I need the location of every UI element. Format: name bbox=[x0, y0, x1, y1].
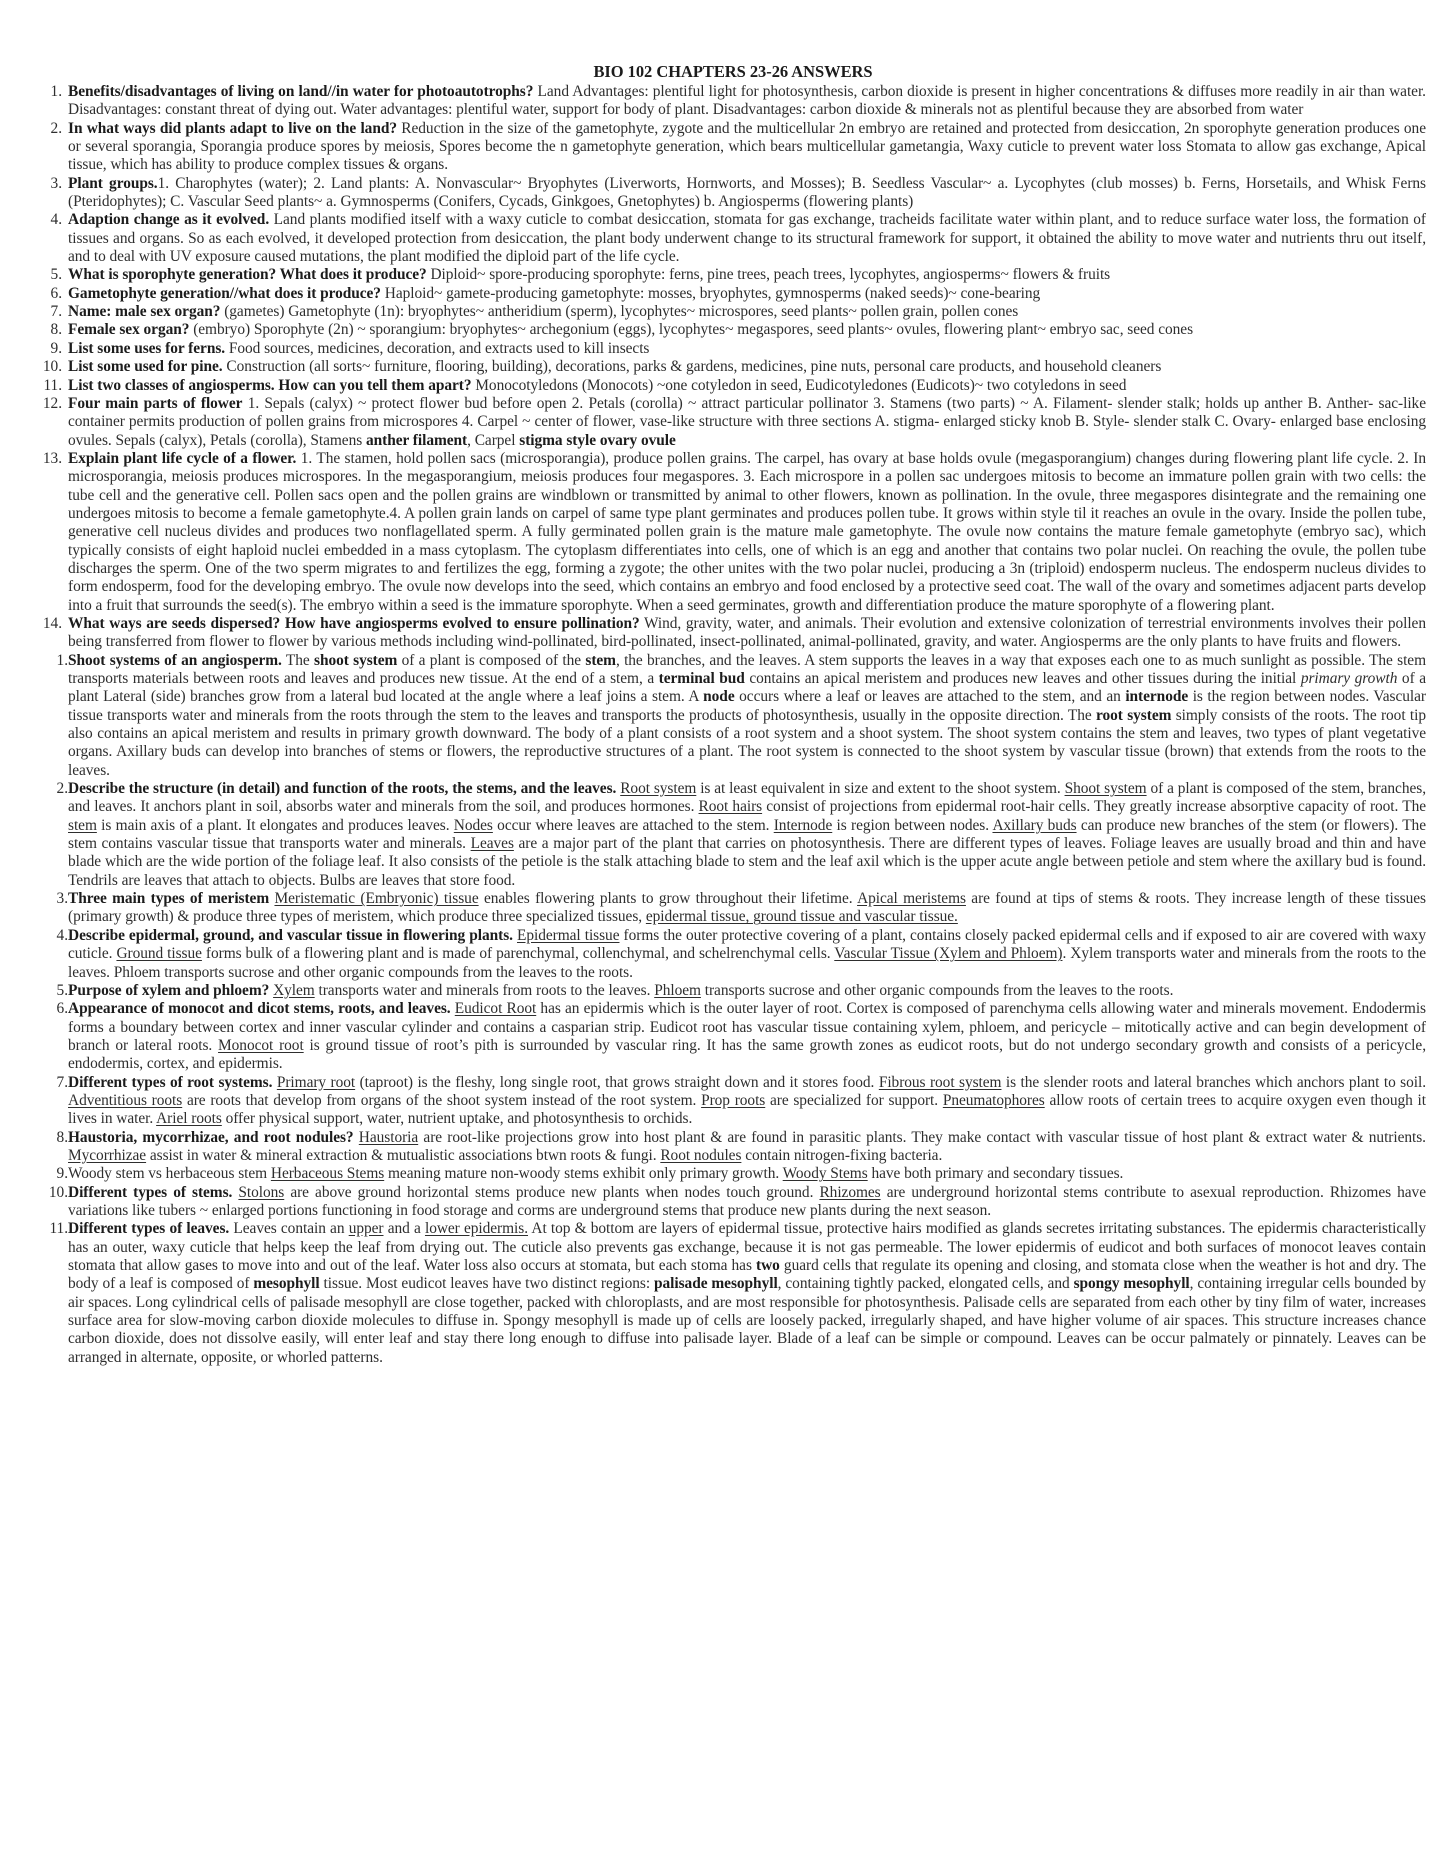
list-item: 11. Different types of leaves. Leaves contain an upper and a lower epidermis. At top & bottom are layers of epidermal tissue, protective hairs modified as glands secretes irritating substances. The epidermis characteristically has an outer, waxy cuticle that helps keep the leaf from drying out. The cuticle also prevents gas exchange, because it is not gas permeable. The lower epidermis of eudicot and both surfaces of monocot leaves contain stomata that allow gases to move into and out of the leaf. Water loss also occurs at stomata, but each stoma has two guard cells that regulate its opening and closing, and stomata close when the weather is hot and dry. The body of a leaf is composed of mesophyll tissue. Most eudicot leaves have two distinct regions: palisade mesophyll, containing tightly packed, elongated cells, and spongy mesophyll, containing irregular cells bounded by air spaces. Long cylindrical cells of palisade mesophyll are close together, packed with chloroplasts, and are most responsible for photosynthesis. Palisade cells are separated from each other by tiny film of water, increases surface area for slow-moving carbon dioxide molecules to diffuse in. Spongy mesophyll is made up of cells are loosely packed, irregularly shaped, and have higher volume of air spaces. This structure increases chance carbon dioxide, does not dissolve easily, will enter leaf and stay there long enough to diffuse into palisade layer. Blade of a leaf can be simple or compound. Leaves can be occur palmately or pinnately. Leaves can be arranged in alternate, opposite, or whorled patterns. bbox=[49, 1220, 1426, 1366]
list-item: 3. Three main types of meristem Meristematic (Embryonic) tissue enables flowering plants to grow throughout their lifetime. Apical meristems are found at tips of stems & roots. They increase length of these tissues (primary growth) & produce three types of meristem, which produce three specialized tissues, epidermal tissue, ground tissue and vascular tissue. bbox=[56, 890, 1426, 926]
list-item: 7. Name: male sex organ? (gametes) Gametophyte (1n): bryophytes~ antheridium (sperm), lycophytes~ microspores, seed plants~ pollen grain, pollen cones bbox=[50, 303, 1019, 321]
answer-list-part1 bbox=[42, 83, 1426, 652]
list-item: 4. Adaption change as it evolved. Land plants modified itself with a waxy cuticle to combat desiccation, stomata for gas exchange, tracheids facilitate water within plant, and to reduce surface water loss, the formation of tissues and organs. So as each evolved, it developed protection from desiccation, the plant body underwent change to its structural framework for support, it obtained the ability to move water and nutrients thru out itself, and to deal with UV exposure caused mutations, the plant modified the diploid part of the life cycle. bbox=[50, 211, 1426, 266]
list-item: 5. Purpose of xylem and phloem? Xylem transports water and minerals from roots to the leaves. Phloem transports sucrose and other organic compounds from the leaves to the roots. bbox=[56, 981, 1174, 999]
list-item: 8. Female sex organ? (embryo) Sporophyte (2n) ~ sporangium: bryophytes~ archegonium (eggs), lycophytes~ megaspores, seed plants~ ovules, flowering plant~ embryo sac, seed cones bbox=[50, 321, 1194, 339]
list-item: 6. Gametophyte generation//what does it produce? Haploid~ gamete-producing gametophyte: mosses, bryophytes, gymnosperms (naked seeds)~ cone-bearing bbox=[50, 284, 1041, 302]
list-item: 2. Describe the structure (in detail) and function of the roots, the stems, and the leaves. Root system is at least equivalent in size and extent to the shoot system. Shoot system of a plant is composed of the stem, branches, and leaves. It anchors plant in soil, absorbs water and minerals from the soil, and produces hormones. Root hairs consist of projections from epidermal root-hair cells. They greatly increase absorptive capacity of root. The stem is main axis of a plant. It elongates and produces leaves. Nodes occur where leaves are attached to the stem. Internode is region between nodes. Axillary buds can produce new branches of the stem (or flowers). The stem contains vascular tissue that transports water and minerals. Leaves are a major part of the plant that carries on photosynthesis. There are different types of leaves. Foliage leaves are usually broad and thin and have blade which are the wide portion of the foliage leaf. It also consists of the petiole is the stalk attaching blade to stem and the leaf axil which is the upper acute angle between petiole and stem where the axillary bud is found. Tendrils are leaves that attach to objects. Bulbs are leaves that store food. bbox=[56, 780, 1426, 889]
list-item: 14. What ways are seeds dispersed? How have angiosperms evolved to ensure pollination? Wind, gravity, water, and animals. Their evolution and extensive colonization of terrestrial environments involves their pollen being transferred from flower to flower by various methods including wind-pollinated, bird-pollinated, insect-pollinated, animal-pollinated, gravity, and water. Angiosperms are the only plants to have fruits and flowers. bbox=[42, 614, 1426, 651]
list-item: 10. List some used for pine. Construction (all sorts~ furniture, flooring, building), decorations, parks & gardens, medicines, pine nuts, personal care products, and household cleaners bbox=[42, 358, 1162, 376]
list-item: 3. Plant groups.1. Charophytes (water); 2. Land plants: A. Nonvascular~ Bryophytes (Liverworts, Hornworts, and Mosses); B. Seedless Vascular~ a. Lycophytes (club mosses) b. Ferns, Horsetails, and Whisk Ferns (Pteridophytes); C. Vascular Seed plants~ a. Gymnosperms (Conifers, Cycads, Ginkgoes, Gnetophytes) b. Angiosperms (flowering plants) bbox=[50, 174, 1426, 211]
list-item: 6. Appearance of monocot and dicot stems, roots, and leaves. Eudicot Root has an epidermis which is the outer layer of root. Cortex is composed of parenchyma cells allowing water and minerals movement. Endodermis forms a boundary between cortex and inner vascular cylinder and contains a casparian strip. Eudicot root has vascular tissue containing xylem, phloem, and pericycle – mitotically active and can begin development of branch or lateral roots. Monocot root is ground tissue of root’s pith is surrounded by vascular ring. It has the same growth zones as eudicot roots, but do not undergo secondary growth and consists of a pericycle, endodermis, cortex, and epidermis. bbox=[56, 1000, 1426, 1073]
list-item: 4. Describe epidermal, ground, and vascular tissue in flowering plants. Epidermal tissue forms the outer protective covering of a plant, contains closely packed epidermal cells and if exposed to air are covered with waxy cuticle. Ground tissue forms bulk of a flowering plant and is made of parenchymal, collenchymal, and schelrenchymal cells. Vascular Tissue (Xylem and Phloem). Xylem transports water and minerals from the roots to the leaves. Phloem transports sucrose and other organic compounds from the leaves to the roots. bbox=[56, 926, 1426, 981]
answer-list-part2 bbox=[48, 651, 1427, 1367]
list-item: 7. Different types of root systems. Primary root (taproot) is the fleshy, long single root, that grows straight down and it stores food. Fibrous root system is the slender roots and lateral branches which anchors plant to soil. Adventitious roots are roots that develop from organs of the shoot system instead of the root system. Prop roots are specialized for support. Pneumatophores allow roots of certain trees to acquire oxygen even though it lives in water. Ariel roots offer physical support, water, nutrient uptake, and photosynthesis to orchids. bbox=[56, 1073, 1427, 1128]
list-item: 1. Shoot systems of an angiosperm. The shoot system of a plant is composed of the stem, the branches, and the leaves. A stem supports the leaves in a way that exposes each one to as much sunlight as possible. The stem transports materials between roots and leaves and produces new tissue. At the end of a stem, a terminal bud contains an apical meristem and produces new leaves and other tissues during the initial primary growth of a plant Lateral (side) branches grow from a lateral bud located at the angle where a leaf joins a stem. A node occurs where a leaf or leaves are attached to the stem, and an internode is the region between nodes. Vascular tissue transports water and minerals from the roots through the stem to the leaves and transports the products of photosynthesis, usually in the opposite direction. The root system simply consists of the roots. The root tip also contains an apical meristem and results in primary growth downward. The body of a plant consists of a root system and a shoot system. The shoot system contains the stem and leaves, two types of plant vegetative organs. Axillary buds can develop into branches of stems or flowers, the reproductive structures of a plant. The root system is connected to the shoot system by vascular tissue (brown) that extends from the roots to the leaves. bbox=[56, 651, 1427, 779]
list-item: 2. In what ways did plants adapt to live on the land? Reduction in the size of the gametophyte, zygote and the multicellular 2n embryo are retained and protected from desiccation, 2n sporophyte generation produces one or several sporangia, Sporangia produce spores by meiosis, Spores become the n gametophyte generation, which bears multicellular gametangia, Waxy cuticle to prevent water loss Stomata to allow gas exchange, Apical tissue, which has ability to produce complex tissues & organs. bbox=[50, 119, 1426, 174]
list-item: 8. Haustoria, mycorrhizae, and root nodules? Haustoria are root-like projections grow into host plant & are found in parasitic plants. They make contact with vascular tissue of host plant & extract water & nutrients. Mycorrhizae assist in water & mineral extraction & mutualistic associations btwn roots & fungi. Root nodules contain nitrogen-fixing bacteria. bbox=[56, 1128, 1426, 1164]
list-item: 12. Four main parts of flower 1. Sepals (calyx) ~ protect flower bud before open 2. Petals (corolla) ~ attract particular pollinator 3. Stamens (two parts) ~ A. Filament- slender stalk; holds up anther B. Anther- sac-like container permits production of pollen grains from microspores 4. Carpel ~ center of flower, vase-like structure with three sections A. stigma- enlarged sticky knob B. Style- slender stalk C. Ovary- enlarged base enclosing ovules. Sepals (calyx), Petals (corolla), Stamens anther filament, Carpel stigma style ovary ovule bbox=[42, 394, 1426, 449]
document-title: BIO 102 CHAPTERS 23-26 ANSWERS bbox=[593, 62, 873, 81]
list-item: 11. List two classes of angiosperms. How can you tell them apart? Monocotyledons (Monocots) ~one cotyledon in seed, Eudicotyledones (Eudicots)~ two cotyledons in seed bbox=[43, 376, 1127, 394]
list-item: 10. Different types of stems. Stolons are above ground horizontal stems produce new plants when nodes touch ground. Rhizomes are underground horizontal stems contribute to asexual reproduction. Rhizomes have variations like tubers ~ enlarged portions functioning in food storage and corms are underground stems that produce new plants during the next season. bbox=[48, 1183, 1426, 1219]
list-item: 9. List some uses for ferns. Food sources, medicines, decoration, and extracts used to kill insects bbox=[50, 339, 650, 357]
list-item: 9. Woody stem vs herbaceous stem Herbaceous Stems meaning mature non-woody stems exhibit only primary growth. Woody Stems have both primary and secondary tissues. bbox=[56, 1165, 1124, 1183]
list-item: 5. What is sporophyte generation? What does it produce? Diploid~ spore-producing sporophyte: ferns, pine trees, peach trees, lycophytes, angiosperms~ flowers & fruits bbox=[50, 266, 1111, 284]
list-item: 13. Explain plant life cycle of a flower. 1. The stamen, hold pollen sacs (microsporangia), produce pollen grains. The carpel, has ovary at base holds ovule (megasporangium) changes during flowering plant life cycle. 2. In microsporangia, meiosis produces microspores. In the megasporangium, meiosis produces four megaspores. 3. Each microspore in a pollen sac undergoes mitosis to become an immature pollen grain with two cells: the tube cell and the generative cell. Pollen sacs open and the pollen grains are windblown or transmitted by animal to other flowers, known as pollination. In the ovule, three megaspores disintegrate and the remaining one undergoes mitosis to become a female gametophyte.4. A pollen grain lands on carpel of same type plant germinates and produces pollen tube. It grows within style til it reaches an ovule in the ovary. Inside the pollen tube, generative cell nucleus divides and produces two nonflagellated sperm. A fully germinated pollen grain is the mature male gametophyte. The ovule now contains the mature female gametophyte (embryo sac), which typically consists of eight haploid nuclei embedded in a mass cytoplasm. The cytoplasm differentiates into cells, one of which is an egg and another that contains two polar nuclei. On reaching the ovule, the pollen tube discharges the sperm. One of the two sperm migrates to and fertilizes the egg, forming a zygote; the other unites with the two polar nuclei, producing a 3n (triploid) endosperm nucleus. The endosperm nucleus divides to form endosperm, food for the developing embryo. The ovule now develops into the seed, which contains an embryo and food enclosed by a protective seed coat. The wall of the ovary and sometimes adjacent parts develop into a fruit that surrounds the seed(s). The embryo within a seed is the immature sporophyte. When a seed germinates, growth and differentiation produce the mature sporophyte of a flowering plant. bbox=[42, 449, 1426, 614]
list-item: 1. Benefits/disadvantages of living on land//in water for photoautotrophs? Land Advantages: plentiful light for photosynthesis, carbon dioxide is present in higher concentrations & diffuses more readily in air than water. Disadvantages: constant threat of dying out. Water advantages: plentiful water, support for body of plant. Disadvantages: carbon dioxide & minerals not as plentiful because they are absorbed from water bbox=[50, 83, 1426, 119]
